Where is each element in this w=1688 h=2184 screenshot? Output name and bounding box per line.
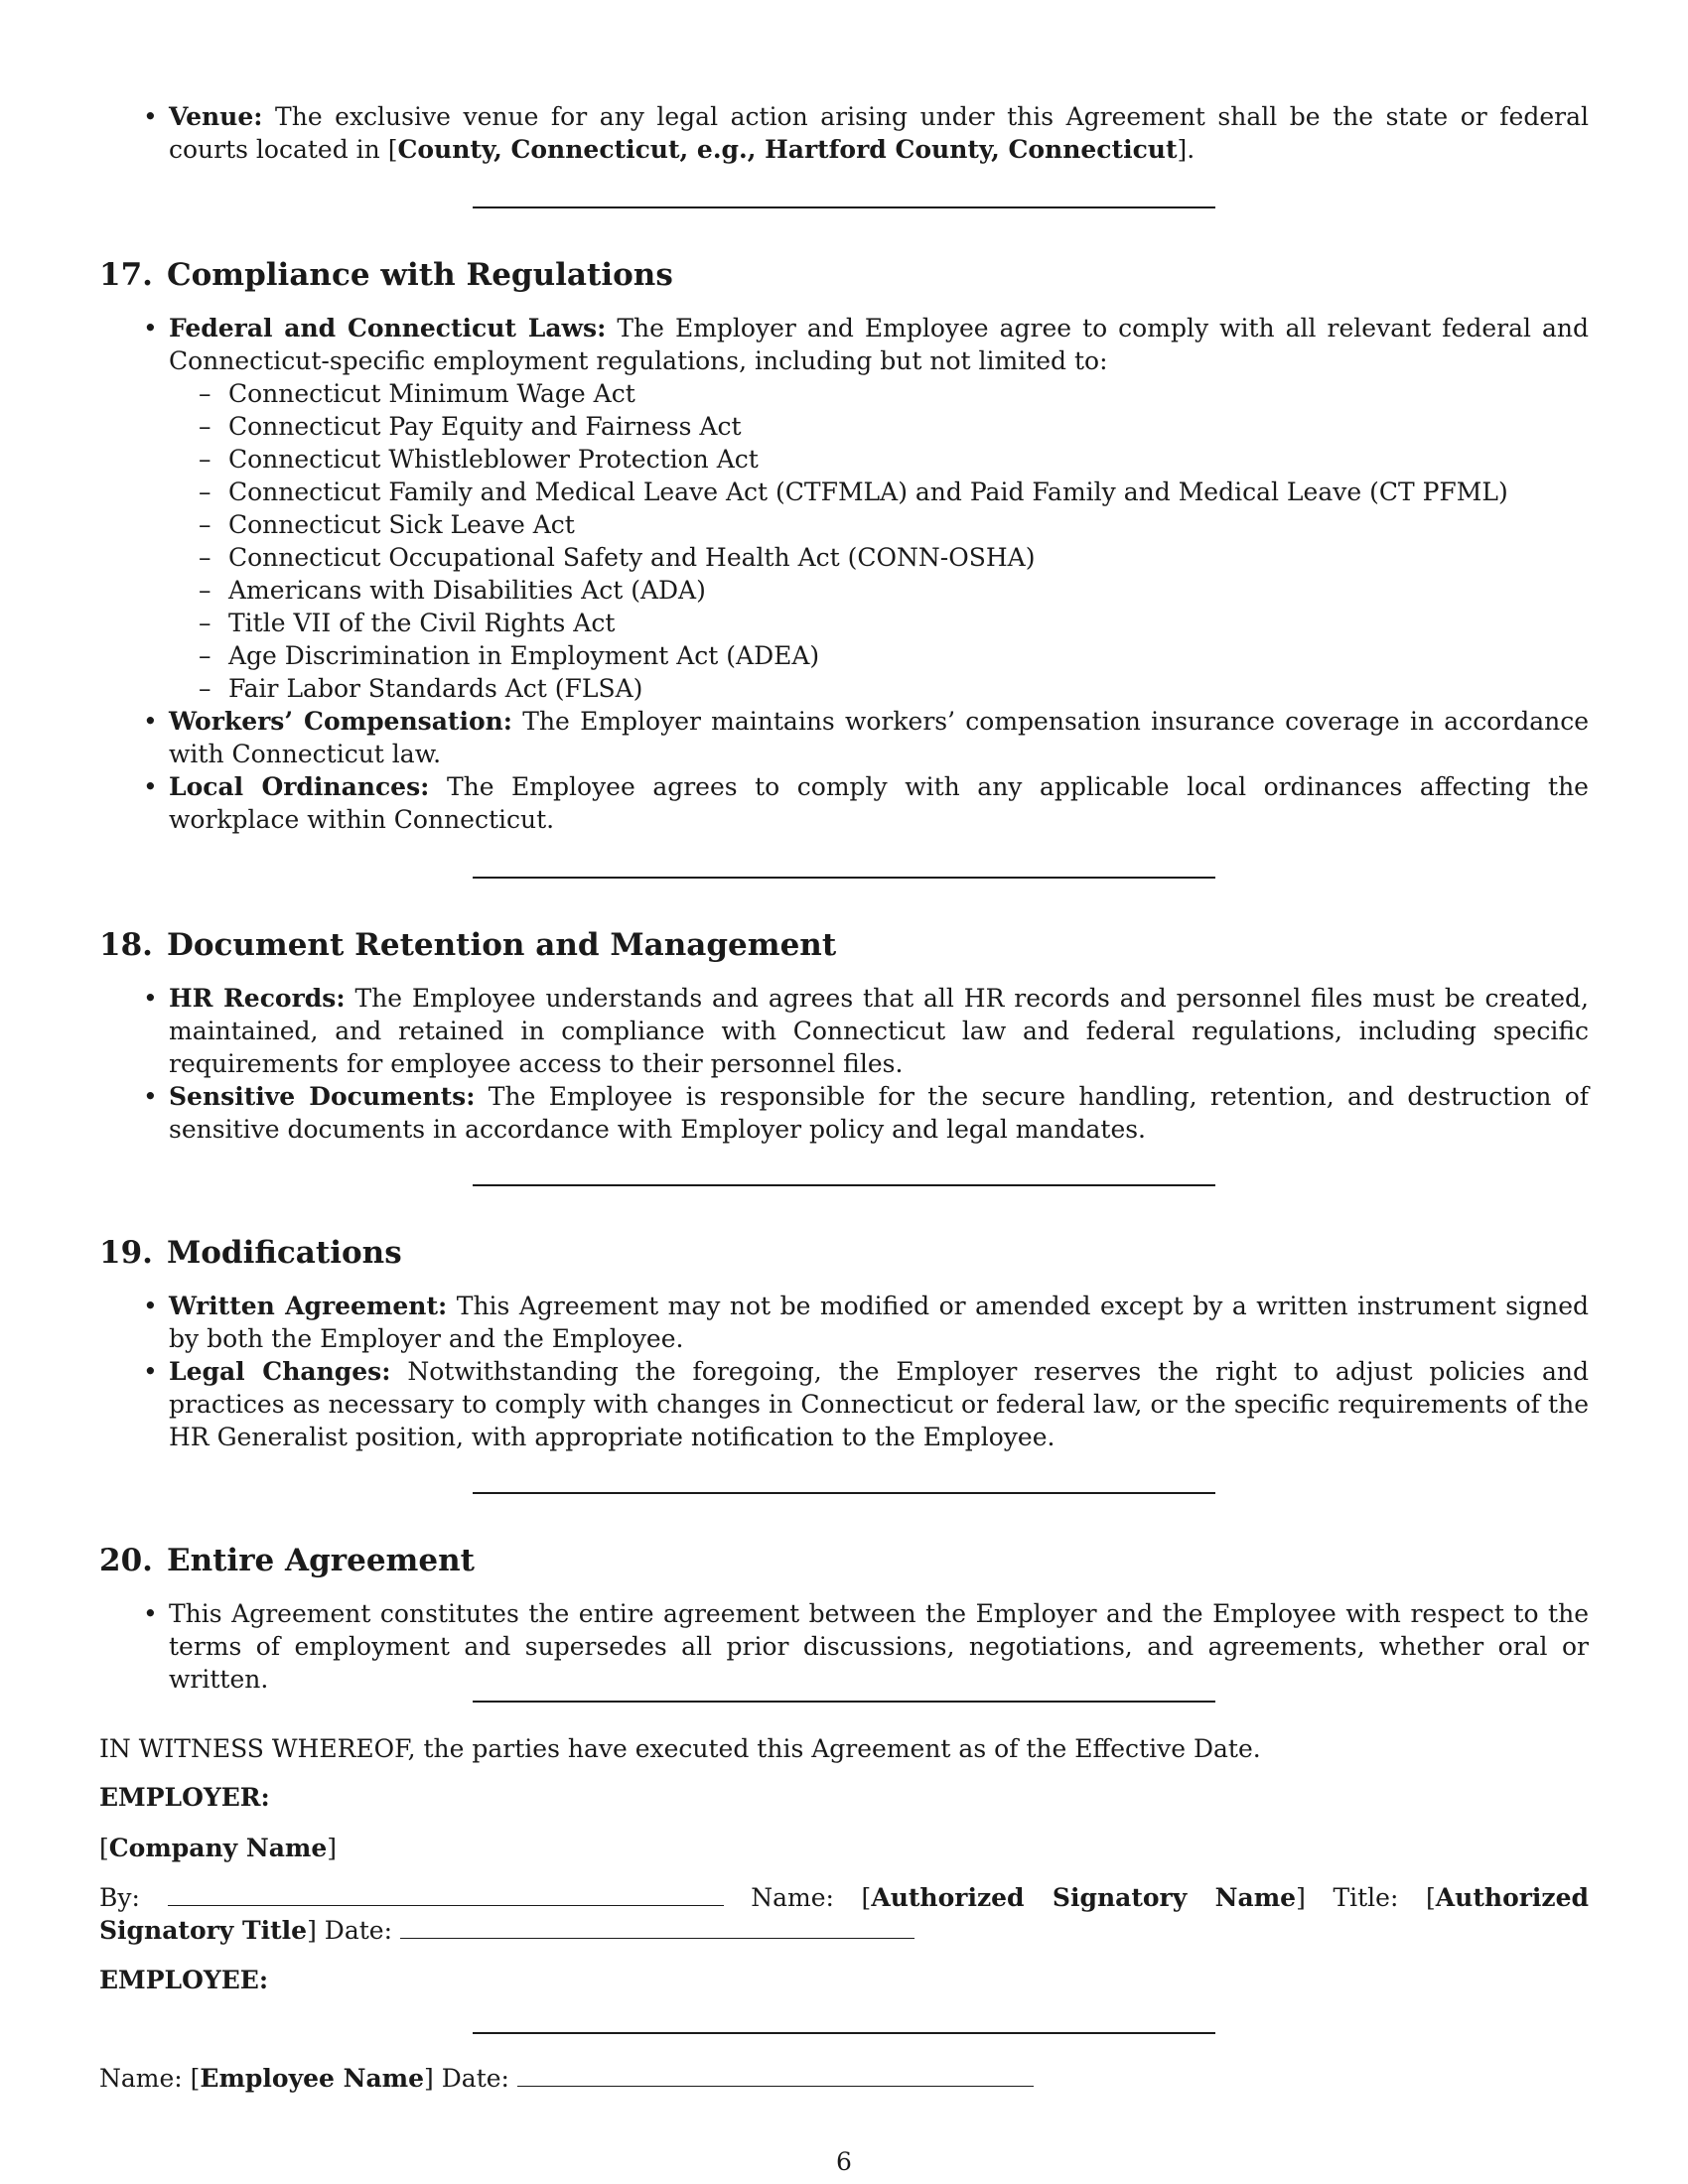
employee-label: EMPLOYEE: [99, 1966, 269, 1994]
section-18-body [99, 982, 1589, 1146]
date-label: Date: [324, 1916, 393, 1945]
list-item [99, 1080, 1589, 1146]
employer-signature-line: By: Name: [Authorized Signatory Name] Title: [Authorized Signatory Title] Date: [99, 1883, 1590, 1945]
laws-list [169, 377, 1589, 705]
employer-signature-field[interactable] [168, 1881, 724, 1906]
federal-laws-label: Federal and Connecticut Laws: [169, 314, 607, 342]
sensitive-docs-label: Sensitive Documents: [169, 1082, 476, 1111]
local-ordinances-text: The Employee agrees to comply with any applicable local ordinances affecting the workplace within Connecticut. [169, 772, 1589, 834]
section-title: Modifications [166, 1235, 402, 1271]
law-item: – Connecticut Sick Leave Act [169, 508, 1589, 541]
local-ordinances-label: Local Ordinances: [169, 772, 430, 801]
name-label: Name: [751, 1883, 834, 1912]
law-item: – Title VII of the Civil Rights Act [169, 607, 1589, 639]
section-20-heading [99, 1541, 1589, 1580]
employee-date-field[interactable] [517, 2062, 1034, 2087]
venue-placeholder: County, Connecticut, e.g., Hartford County, Connecticut [397, 135, 1178, 164]
section-number: 19. [99, 1235, 153, 1271]
employer-label: EMPLOYER: [99, 1783, 270, 1812]
section-number: 20. [99, 1543, 153, 1578]
section-divider [473, 1184, 1215, 1186]
section-19-heading [99, 1233, 1589, 1273]
section-number: 17. [99, 257, 153, 293]
venue-text-end: ]. [1177, 135, 1196, 164]
company-placeholder: Company Name [108, 1834, 328, 1862]
federal-laws-text: The Employer and Employee agree to comply with all relevant federal and Connecticut-specific employment regulations, including but not limited to: [169, 314, 1589, 375]
law-item: – Age Discrimination in Employment Act (ADEA) [169, 639, 1589, 672]
hr-records-text: The Employee understands and agrees that all HR records and personnel files must be created, maintained, and retained in compliance with Connecticut law and federal regulations, including specific requirements for employee access to their personnel files. [169, 984, 1589, 1078]
list-item [99, 100, 1589, 166]
page-number: 6 [836, 2147, 852, 2176]
workers-comp-text: The Employer maintains workers’ compensation insurance coverage in accordance with Connecticut law. [169, 707, 1589, 768]
written-agreement-text: This Agreement may not be modified or amended except by a written instrument signed by both the Employer and the Employee. [169, 1292, 1589, 1353]
list-item [99, 982, 1589, 1080]
list-item [99, 312, 1589, 705]
employee-signature-field[interactable] [473, 2032, 1215, 2034]
venue-clause [99, 100, 1589, 166]
title-label: Title: [1333, 1883, 1399, 1912]
section-17-heading [99, 255, 1589, 295]
section-19-body [99, 1290, 1589, 1453]
section-title: Entire Agreement [166, 1543, 475, 1578]
sensitive-docs-text: The Employee is responsible for the secure handling, retention, and destruction of sensitive documents in accordance with Employer policy and legal mandates. [169, 1082, 1589, 1144]
section-divider [473, 206, 1215, 208]
list-item [99, 1290, 1589, 1355]
section-20-body [99, 1597, 1589, 1696]
by-label: By: [99, 1883, 140, 1912]
law-item: – Connecticut Occupational Safety and Health Act (CONN-OSHA) [169, 541, 1589, 574]
list-item [99, 1355, 1589, 1453]
law-item: – Americans with Disabilities Act (ADA) [169, 574, 1589, 607]
employee-name: Employee Name [200, 2064, 425, 2093]
venue-label: Venue: [169, 102, 263, 131]
signatory-title: Authorized Signatory Title [99, 1883, 1590, 1945]
venue-text: The exclusive venue for any legal action arising under this Agreement shall be the state or federal courts located in [ [169, 102, 1589, 164]
legal-changes-label: Legal Changes: [169, 1357, 391, 1386]
witness-statement: IN WITNESS WHEREOF, the parties have executed this Agreement as of the Effective Date. [99, 1734, 1261, 1763]
section-divider [473, 1492, 1215, 1494]
employee-name-line: Name: [Employee Name] Date: [99, 2062, 1589, 2095]
section-divider [473, 877, 1215, 879]
section-divider [473, 1701, 1215, 1703]
list-item [99, 705, 1589, 770]
employer-date-field[interactable] [400, 1914, 914, 1939]
written-agreement-label: Written Agreement: [169, 1292, 448, 1320]
section-17-body [99, 312, 1589, 836]
law-item: – Connecticut Whistleblower Protection Act [169, 443, 1589, 476]
section-18-heading [99, 925, 1589, 965]
list-item [99, 770, 1589, 836]
law-item: – Connecticut Family and Medical Leave Act (CTFMLA) and Paid Family and Medical Leave (CT PFML) [169, 476, 1589, 508]
law-item: – Connecticut Minimum Wage Act [169, 377, 1589, 410]
section-title: Document Retention and Management [166, 927, 837, 963]
list-item: • This Agreement constitutes the entire agreement between the Employer and the Employee with respect to the terms of employment and supersedes all prior discussions, negotiations, and agreements, whether oral or written. [99, 1597, 1589, 1696]
hr-records-label: HR Records: [169, 984, 346, 1013]
section-title: Compliance with Regulations [166, 257, 673, 293]
section-number: 18. [99, 927, 153, 963]
company-name: [Company Name] [99, 1834, 338, 1862]
date-label: Date: [441, 2064, 509, 2093]
signatory-name: Authorized Signatory Name [871, 1883, 1297, 1912]
law-item: – Fair Labor Standards Act (FLSA) [169, 672, 1589, 705]
name-label: Name: [99, 2064, 183, 2093]
workers-comp-label: Workers’ Compensation: [169, 707, 513, 736]
legal-changes-text: Notwithstanding the foregoing, the Employer reserves the right to adjust policies and practices as necessary to comply with changes in Connecticut or federal law, or the specific requirements of the HR Generalist position, with appropriate notification to the Employee. [169, 1357, 1589, 1451]
law-item: – Connecticut Pay Equity and Fairness Act [169, 410, 1589, 443]
